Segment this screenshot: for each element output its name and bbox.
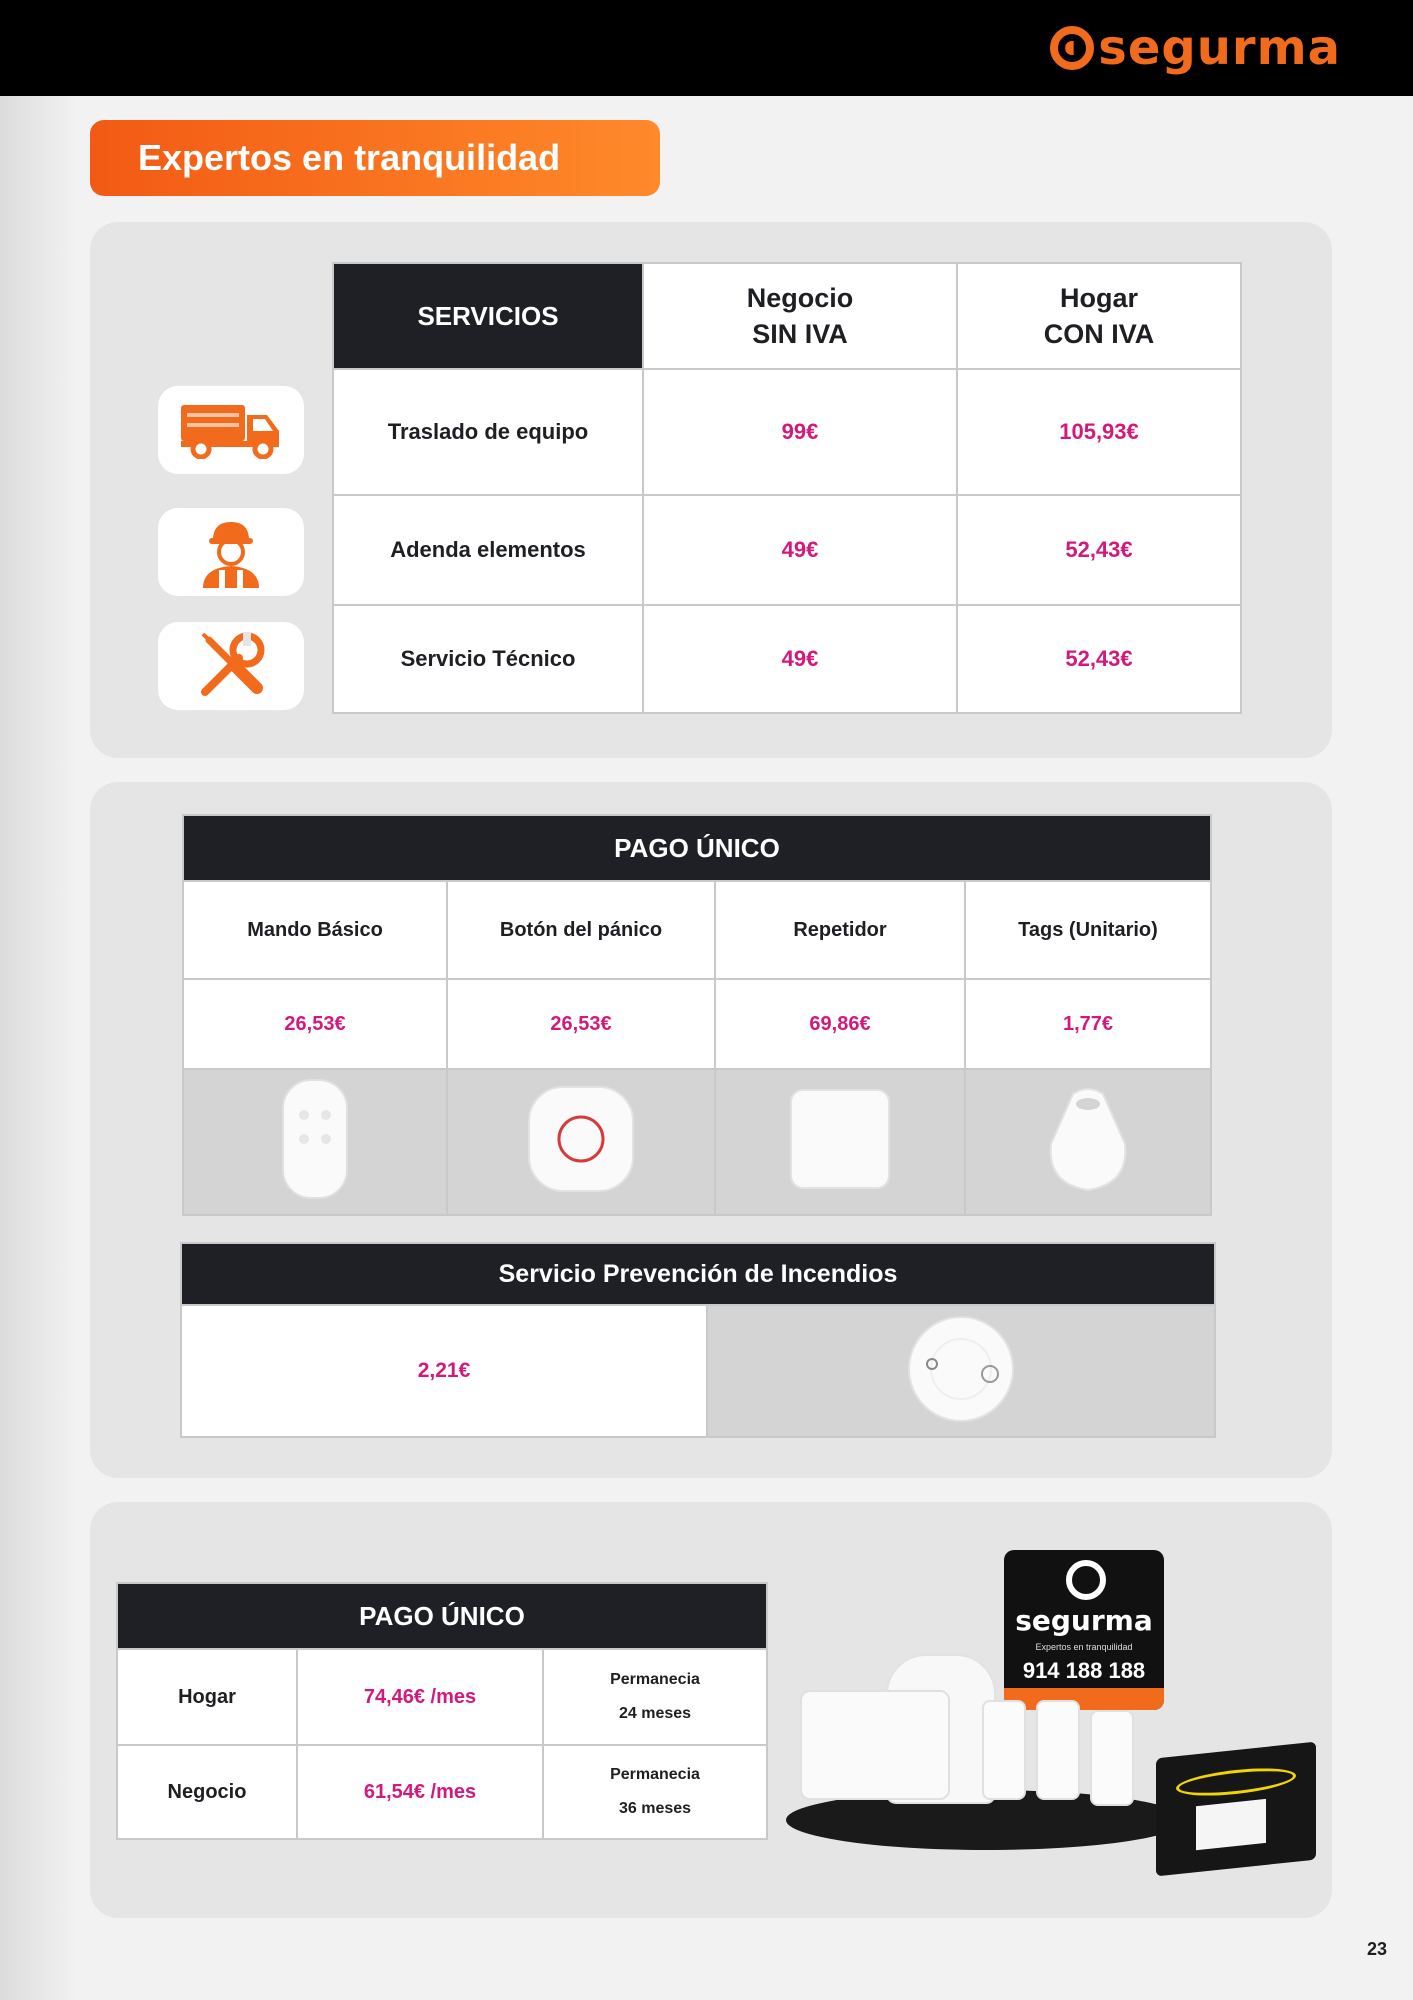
fire-service-table	[180, 1242, 1216, 1438]
page-number: 23	[1366, 1939, 1387, 1959]
hogar-header-line1: Hogar	[1059, 283, 1138, 313]
top-bar	[0, 0, 1413, 96]
left-shade	[0, 96, 78, 2000]
tag-image	[965, 1069, 1211, 1215]
negocio-header	[643, 263, 957, 369]
devices-table	[182, 814, 1212, 1216]
table-row	[117, 1745, 767, 1839]
technician-icon	[199, 514, 263, 590]
plans-table	[116, 1582, 768, 1840]
panic-button-image	[447, 1069, 715, 1215]
hogar-header-line2: CON IVA	[1043, 319, 1155, 349]
services-header: SERVICIOS	[333, 263, 643, 369]
fire-service-price: 2,21€	[181, 1305, 707, 1437]
device-price: 26,53€	[447, 979, 715, 1069]
kit-sensor	[1090, 1710, 1134, 1806]
truck-icon	[179, 401, 283, 459]
kit-sensor	[982, 1700, 1026, 1800]
devices-panel	[90, 782, 1332, 1478]
hogar-price: 105,93€	[957, 369, 1241, 495]
kit-sign-logo-icon	[1066, 1560, 1106, 1600]
tools-icon-box	[158, 622, 304, 710]
logo-ring-icon	[1050, 26, 1094, 70]
table-row	[333, 605, 1241, 713]
plan-type: Hogar	[117, 1649, 297, 1745]
kit-sign-brand: segurma	[1015, 1604, 1153, 1637]
table-row	[333, 495, 1241, 605]
device-name: Mando Básico	[183, 881, 447, 979]
smoke-detector-image	[707, 1305, 1215, 1437]
table-row	[117, 1649, 767, 1745]
negocio-header-line2: SIN IVA	[752, 319, 848, 349]
remote-control-image	[183, 1069, 447, 1215]
repeater-image	[715, 1069, 965, 1215]
service-name: Traslado de equipo	[333, 369, 643, 495]
table-row	[333, 369, 1241, 495]
permanence-label: Permanecia	[610, 1766, 700, 1783]
kit-keypad	[800, 1690, 950, 1800]
plans-table-title: PAGO ÚNICO	[117, 1583, 767, 1649]
fire-service-title: Servicio Prevención de Incendios	[181, 1243, 1215, 1305]
device-price: 69,86€	[715, 979, 965, 1069]
permanence-label: Permanecia	[610, 1671, 700, 1688]
device-name: Repetidor	[715, 881, 965, 979]
device-price: 26,53€	[183, 979, 447, 1069]
brand-name: segurma	[1098, 20, 1341, 76]
technician-icon-box	[158, 508, 304, 596]
kit-sign	[1004, 1550, 1164, 1710]
plans-panel	[90, 1502, 1332, 1918]
plan-price: 61,54€ /mes	[297, 1745, 543, 1839]
devices-table-title: PAGO ÚNICO	[183, 815, 1211, 881]
plan-permanence	[543, 1649, 767, 1745]
device-name: Tags (Unitario)	[965, 881, 1211, 979]
plan-permanence	[543, 1745, 767, 1839]
truck-icon-box	[158, 386, 304, 474]
brand-logo	[1050, 22, 1341, 74]
negocio-price: 49€	[643, 495, 957, 605]
hogar-price: 52,43€	[957, 605, 1241, 713]
plan-price: 74,46€ /mes	[297, 1649, 543, 1745]
services-table	[332, 262, 1242, 714]
hogar-header	[957, 263, 1241, 369]
negocio-price: 99€	[643, 369, 957, 495]
tools-icon	[195, 630, 267, 702]
plan-type: Negocio	[117, 1745, 297, 1839]
permanence-value: 24 meses	[618, 1705, 692, 1722]
hogar-price: 52,43€	[957, 495, 1241, 605]
negocio-header-line1: Negocio	[746, 283, 854, 313]
device-price: 1,77€	[965, 979, 1211, 1069]
services-panel	[90, 222, 1332, 758]
service-name: Adenda elementos	[333, 495, 643, 605]
kit-sign-tagline: Expertos en tranquilidad	[1035, 1642, 1133, 1652]
kit-sensor	[1036, 1700, 1080, 1800]
page-title: Expertos en tranquilidad	[90, 120, 660, 196]
service-name: Servicio Técnico	[333, 605, 643, 713]
device-name: Botón del pánico	[447, 881, 715, 979]
alarm-kit-image	[786, 1550, 1326, 1880]
permanence-value: 36 meses	[618, 1800, 692, 1817]
negocio-price: 49€	[643, 605, 957, 713]
kit-sign-phone: 914 188 188	[1022, 1658, 1146, 1683]
kit-box	[1156, 1742, 1316, 1877]
